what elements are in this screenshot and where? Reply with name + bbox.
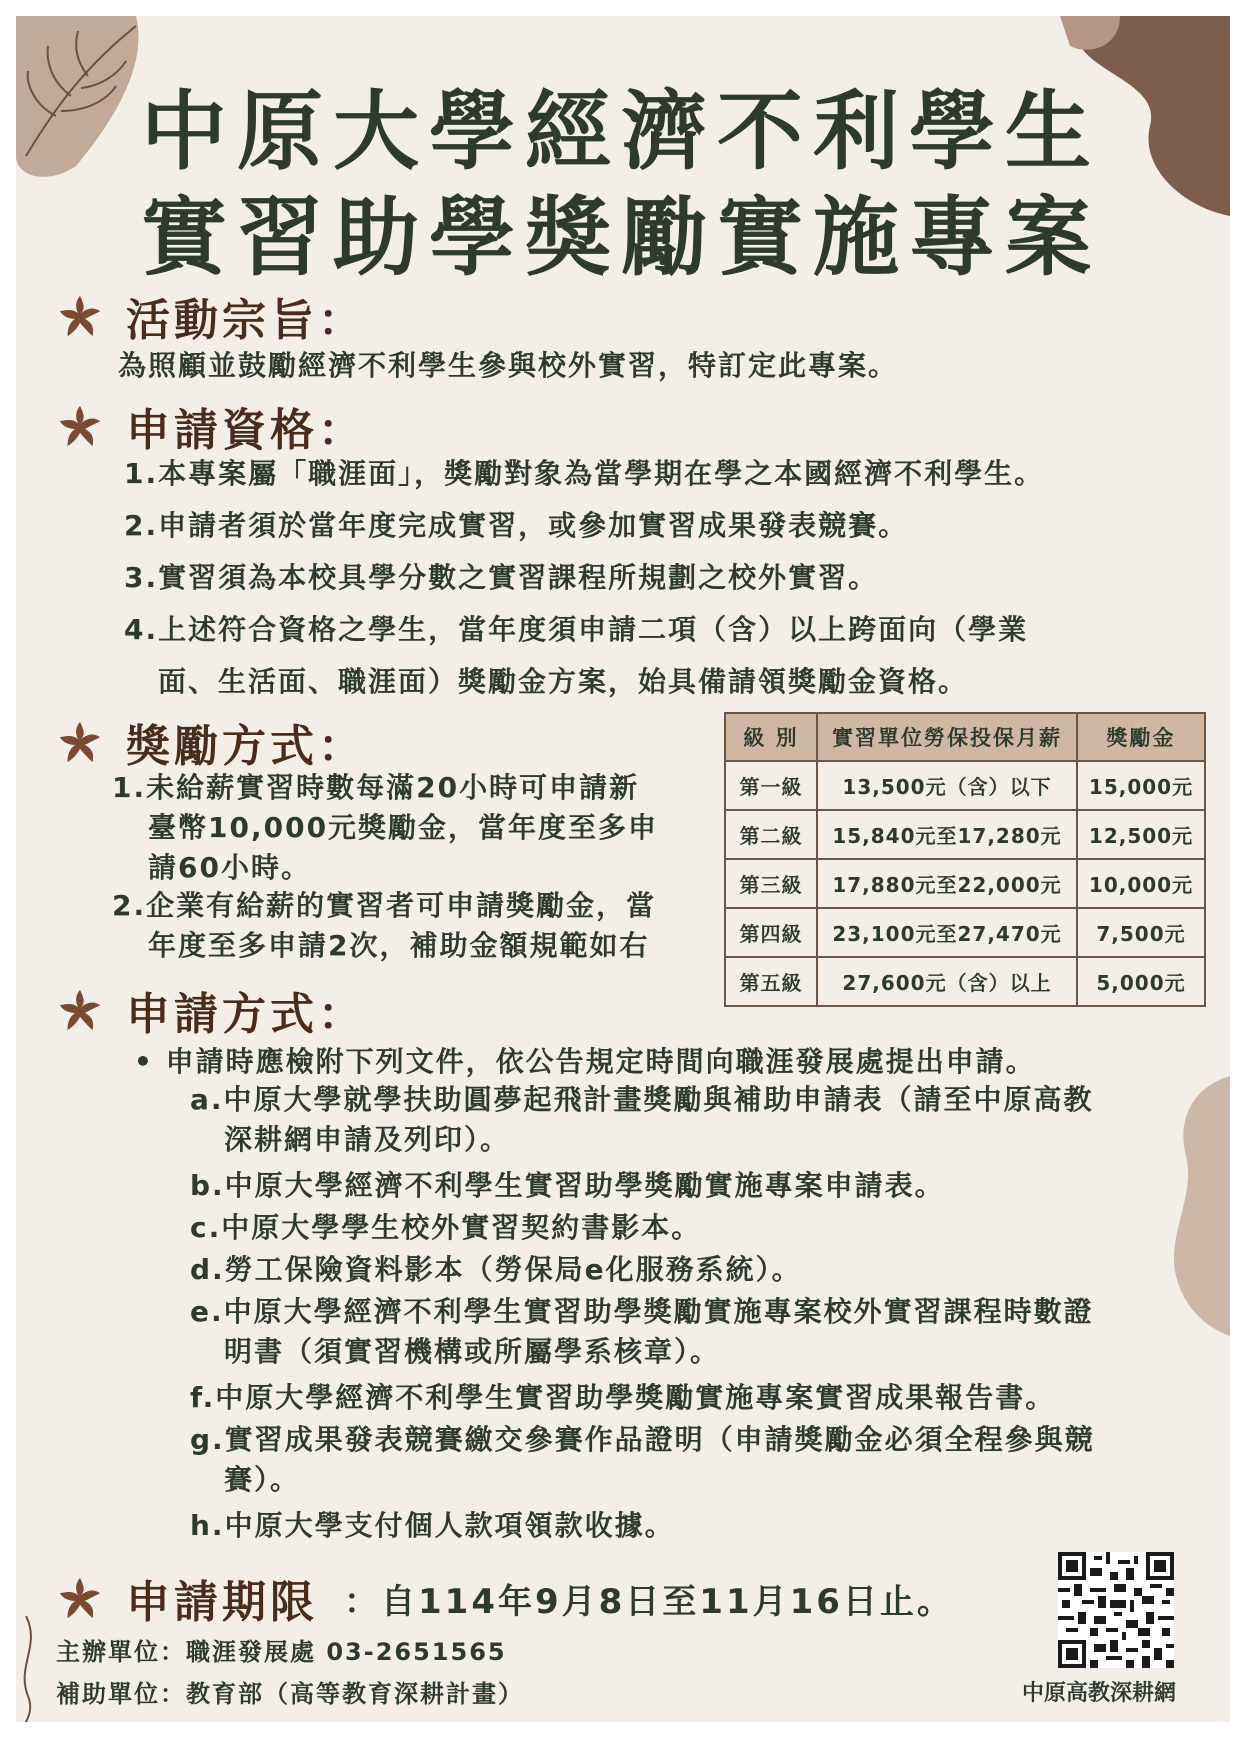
table-cell: 13,500元（含）以下 [817,761,1077,810]
reward-item-1-line: 臺幣10,000元獎勵金，當年度至多申 [148,811,659,844]
method-item-e [190,1292,1094,1372]
sponsor-text: 補助單位：教育部（高等教育深耕計畫） [56,1680,524,1708]
table-cell: 第二級 [725,810,817,859]
table-cell: 27,600元（含）以上 [817,957,1077,1006]
flower-icon [56,986,104,1034]
table-header: 獎勵金 [1077,713,1205,761]
flower-icon [56,1574,104,1622]
reward-item-2-line: 年度至多申請2次，補助金額規範如右 [148,929,650,962]
reward-item-2-line: 2.企業有給薪的實習者可申請獎勵金，當 [112,889,657,922]
section-heading-eligibility [56,394,366,458]
table-row [725,957,1205,1006]
title-line-1: 中原大學經濟不利學生 [141,82,1101,182]
section-heading-text: 獎勵方式： [126,721,366,772]
method-item-g [190,1420,1095,1500]
table-cell: 第一級 [725,761,817,810]
method-item-d [190,1250,802,1290]
flower-icon [56,718,104,766]
qr-code-icon[interactable] [1058,1552,1174,1668]
method-item-f [190,1378,1055,1418]
deadline-text: ：自114年9月8日至11月16日止。 [344,1582,954,1622]
qr-label: 中原高教深耕網 [1022,1681,1177,1706]
method-item-h [190,1506,675,1546]
table-cell: 15,840元至17,280元 [817,810,1077,859]
section-heading-text: 申請資格： [126,405,366,456]
section-heading-text: 活動宗旨： [126,295,366,346]
method-item-line: h.中原大學支付個人款項領款收據。 [190,1509,675,1542]
reward-item-1-line: 1.未給薪實習時數每滿20小時可申請新 [112,771,640,804]
method-item-line: a.中原大學就學扶助圓夢起飛計畫獎勵與補助申請表（請至中原高教 [190,1083,1094,1116]
method-item-line: c.中原大學學生校外實習契約書影本。 [190,1211,702,1244]
blob-decoration-right [1156,1076,1230,1336]
flower-icon [56,292,104,340]
reward-item-1 [112,768,712,888]
reward-item-2 [112,886,712,966]
section-heading-reward [56,710,366,774]
eligibility-item-3: 3.實習須為本校具學分數之實習課程所規劃之校外實習。 [124,561,879,594]
table-row [725,908,1205,957]
table-row [725,859,1205,908]
table-header: 級 別 [725,713,817,761]
eligibility-item-4: 4.上述符合資格之學生，當年度須申請二項（含）以上跨面向（學業 [124,613,1029,646]
reward-item-1-line: 請60小時。 [148,851,311,884]
method-item-line: f.中原大學經濟不利學生實習助學獎勵實施專案實習成果報告書。 [190,1381,1056,1414]
purpose-text: 為照顧並鼓勵經濟不利學生參與校外實習，特訂定此專案。 [118,349,899,382]
table-header: 實習單位勞保投保月薪 [817,713,1077,761]
eligibility-item-2: 2.申請者須於當年度完成實習，或參加實習成果發表競賽。 [124,509,909,542]
table-row [725,761,1205,810]
method-item-c [190,1208,701,1248]
section-heading-deadline [56,1566,318,1630]
table-cell: 15,000元 [1077,761,1205,810]
table-cell: 第四級 [725,908,817,957]
method-item-line: b.中原大學經濟不利學生實習助學獎勵實施專案申請表。 [190,1169,945,1202]
section-heading-text: 申請期限 [126,1577,318,1628]
section-heading-text: 申請方式： [126,989,366,1040]
table-cell: 12,500元 [1077,810,1205,859]
method-intro: • 申請時應檢附下列文件，依公告規定時間向職涯發展處提出申請。 [134,1045,1036,1078]
title-line-2: 實習助學獎勵實施專案 [141,188,1101,288]
line-decoration-left [16,1616,46,1722]
table-row [725,810,1205,859]
section-heading-method [56,978,366,1042]
table-cell: 7,500元 [1077,908,1205,957]
section-heading-purpose [56,284,366,348]
flower-icon [56,402,104,450]
table-cell: 第三級 [725,859,817,908]
method-item-line: d.勞工保險資料影本（勞保局e化服務系統）。 [190,1253,802,1286]
eligibility-item-4-cont: 面、生活面、職涯面）獎勵金方案，始具備請領獎勵金資格。 [158,665,969,698]
organizer-text: 主辦單位：職涯發展處 03-2651565 [56,1638,507,1666]
method-item-b [190,1166,945,1206]
table-cell: 5,000元 [1077,957,1205,1006]
table-cell: 23,100元至27,470元 [817,908,1077,957]
eligibility-item-1: 1.本專案屬「職涯面」，獎勵對象為當學期在學之本國經濟不利學生。 [124,457,1045,490]
method-item-line: 明書（須實習機構或所屬學系核章）。 [224,1335,721,1368]
method-item-line: 賽）。 [224,1463,301,1496]
reward-table [724,712,1206,1007]
method-item-a [190,1080,1094,1160]
method-item-line: g.實習成果發表競賽繳交參賽作品證明（申請獎勵金必須全程參與競 [190,1423,1095,1456]
method-item-line: e.中原大學經濟不利學生實習助學獎勵實施專案校外實習課程時數證 [190,1295,1094,1328]
table-cell: 第五級 [725,957,817,1006]
table-cell: 17,880元至22,000元 [817,859,1077,908]
table-cell: 10,000元 [1077,859,1205,908]
method-item-line: 深耕網申請及列印）。 [224,1123,511,1156]
